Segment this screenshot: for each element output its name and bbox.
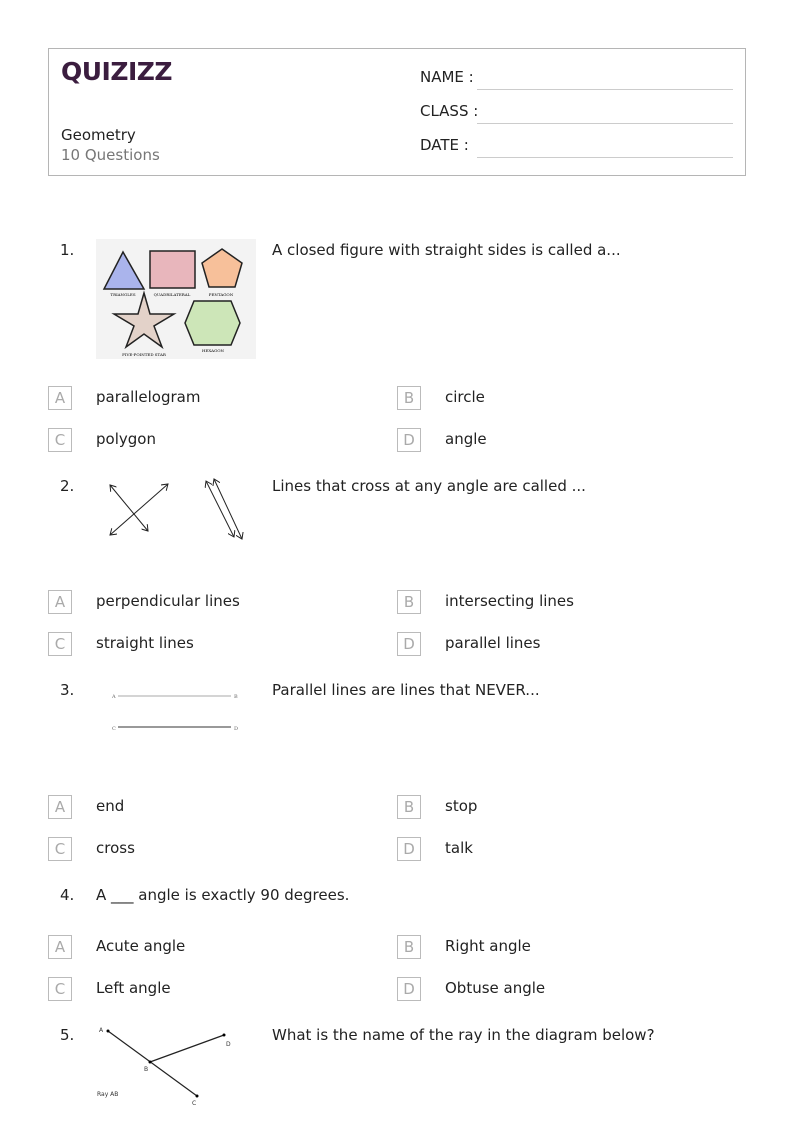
option-d-text[interactable]: Obtuse angle [445, 979, 546, 997]
option-d-text[interactable]: parallel lines [445, 634, 541, 652]
question-number: 2. [60, 477, 75, 495]
name-field[interactable] [477, 89, 733, 90]
option-d-box[interactable]: D [397, 837, 421, 861]
option-a-text[interactable]: end [96, 797, 125, 815]
figure-label: A [99, 1027, 104, 1034]
option-b-box[interactable]: B [397, 795, 421, 819]
question-figure-crossing [96, 475, 256, 549]
figure-label: C [192, 1100, 197, 1107]
option-d-box[interactable]: D [397, 632, 421, 656]
figure-label: D [234, 726, 239, 732]
question-figure-ray [96, 1024, 256, 1113]
class-label: CLASS : [420, 102, 479, 120]
option-c-text[interactable]: straight lines [96, 634, 194, 652]
class-field[interactable] [477, 123, 733, 124]
question-text: A ___ angle is exactly 90 degrees. [96, 886, 350, 904]
option-a-text[interactable]: parallelogram [96, 388, 201, 406]
option-b-text[interactable]: intersecting lines [445, 592, 574, 610]
option-c-text[interactable]: cross [96, 839, 135, 857]
question-text: Parallel lines are lines that NEVER... [272, 681, 540, 699]
option-c-box[interactable]: C [48, 632, 72, 656]
figure-label: FIVE-POINTED STAR [122, 352, 166, 357]
figure-label: TRIANGLES [110, 292, 136, 297]
option-d-text[interactable]: talk [445, 839, 473, 857]
option-d-box[interactable]: D [397, 977, 421, 1001]
date-label: DATE : [420, 136, 469, 154]
option-c-box[interactable]: C [48, 977, 72, 1001]
figure-label: B [144, 1066, 149, 1073]
option-c-text[interactable]: Left angle [96, 979, 171, 997]
question-text: A closed figure with straight sides is called a... [272, 241, 621, 259]
figure-label: A [112, 694, 116, 700]
figure-label: PENTAGON [208, 292, 234, 297]
worksheet-header [48, 48, 746, 176]
question-number: 5. [60, 1026, 75, 1044]
option-a-box[interactable]: A [48, 386, 72, 410]
option-a-text[interactable]: perpendicular lines [96, 592, 240, 610]
question-text: Lines that cross at any angle are called ... [272, 477, 586, 495]
figure-label: QUADRILATERAL [153, 292, 191, 297]
option-d-text[interactable]: angle [445, 430, 487, 448]
option-d-box[interactable]: D [397, 428, 421, 452]
option-a-text[interactable]: Acute angle [96, 937, 186, 955]
date-field[interactable] [477, 157, 733, 158]
question-figure-shapes [96, 239, 256, 363]
option-c-box[interactable]: C [48, 428, 72, 452]
question-count: 10 Questions [61, 146, 160, 164]
worksheet-title: Geometry [61, 126, 136, 144]
option-b-box[interactable]: B [397, 590, 421, 614]
option-a-box[interactable]: A [48, 795, 72, 819]
question-number: 3. [60, 681, 75, 699]
option-a-box[interactable]: A [48, 935, 72, 959]
option-b-box[interactable]: B [397, 386, 421, 410]
option-b-text[interactable]: stop [445, 797, 478, 815]
question-text: What is the name of the ray in the diagram below? [272, 1026, 655, 1044]
figure-label: B [234, 694, 238, 700]
option-c-text[interactable]: polygon [96, 430, 156, 448]
question-number: 1. [60, 241, 75, 259]
figure-label: HEXAGON [202, 348, 224, 353]
option-c-box[interactable]: C [48, 837, 72, 861]
name-label: NAME : [420, 68, 474, 86]
option-b-text[interactable]: Right angle [445, 937, 531, 955]
option-a-box[interactable]: A [48, 590, 72, 614]
figure-label: D [226, 1041, 231, 1048]
quizizz-logo: QUIZIZZ [61, 57, 173, 86]
figure-label: C [112, 726, 116, 732]
figure-label: Ray AB [97, 1091, 119, 1098]
question-number: 4. [60, 886, 75, 904]
option-b-box[interactable]: B [397, 935, 421, 959]
question-figure-parallel [96, 679, 256, 753]
option-b-text[interactable]: circle [445, 388, 485, 406]
